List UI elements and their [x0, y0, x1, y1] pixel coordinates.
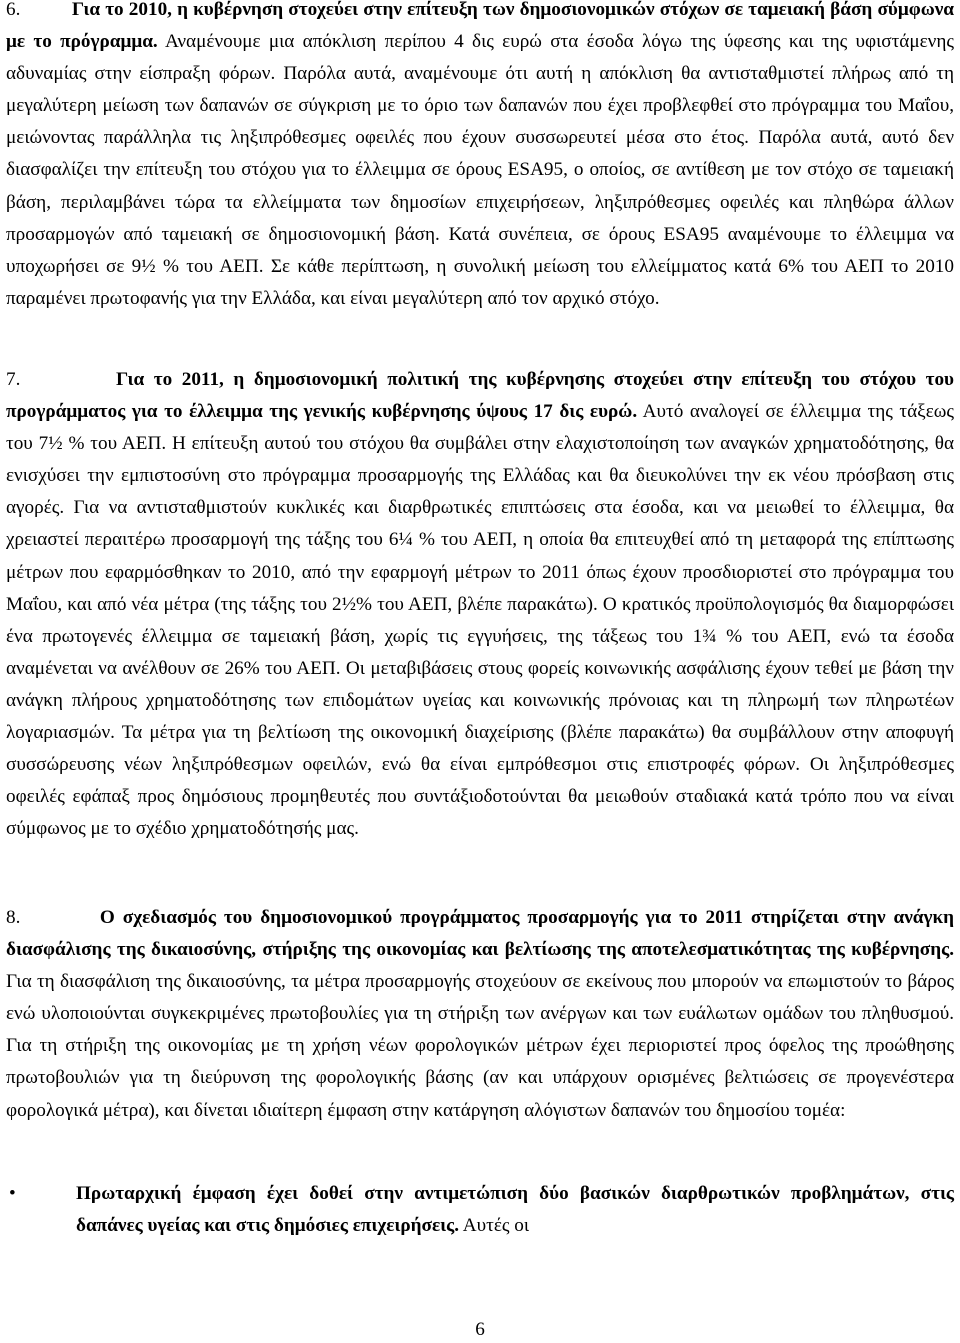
paragraph-number: 6.: [6, 0, 21, 20]
page-number: 6: [475, 1319, 485, 1340]
bullet-body: Αυτές οι: [459, 1215, 530, 1237]
bullet-bold-lead: Πρωταρχική έμφαση έχει δοθεί στην αντιμετώπιση δύο βασικών διαρθρωτικών προβλημάτων, στις δαπάνες υγείας και στις δημόσιες επιχειρήσεις.: [76, 1183, 954, 1237]
paragraph-8: [6, 902, 954, 1127]
paragraph-body: Αναμένουμε μια απόκλιση περίπου 4 δις ευρώ στα έσοδα λόγω της ύφεσης και της υφιστάμενης αδυναμίας στην είσπραξη φόρων. Παρόλα αυτά, αναμένουμε ότι αυτή η απόκλιση θα αντισταθμιστεί πλήρως από τη μεγαλύτερη μείωση των δαπανών σε σύγκριση με το όριο των δαπανών που έχει προβλεφθεί στο πρόγραμμα του Μαΐου, μειώνοντας παράλληλα τις ληξιπρόθεσμες οφειλές που έχουν συσσωρευτεί μέσα στο έτος. Παρόλα αυτά, αυτό δεν διασφαλίζει την επίτευξη του στόχου για το έλλειμμα σε όρους ESA95, ο οποίος, σε αντίθεση με τον στόχο σε ταμειακή βάση, περιλαμβάνει τώρα τα ελλείμματα των δημοσίων επιχειρήσεων, ληξιπρόθεσμες οφειλές και πληθώρα άλλων προσαρμογών από ταμειακή σε δημοσιονομική βάση. Κατά συνέπεια, σε όρους ESA95 αναμένουμε το έλλειμμα να υποχωρήσει σε 9½ % του ΑΕΠ. Σε κάθε περίπτωση, η συνολική μείωση του ελλείμματος κατά 6% του ΑΕΠ το 2010 παραμένει πρωτοφανής για την Ελλάδα, και είναι μεγαλύτερη από τον αρχικό στόχο.: [6, 31, 954, 309]
paragraph-number: 8.: [6, 907, 21, 928]
bullet-item: [6, 1178, 954, 1242]
paragraph-bold-lead: Για το 2010, η κυβέρνηση στοχεύει στην επίτευξη των δημοσιονομικών στόχων σε ταμειακή βάση σύμφωνα με το πρόγραμμα.: [6, 0, 955, 53]
paragraph-bold-lead: Για το 2011, η δημοσιονομική πολιτική της κυβέρνησης στοχεύει στην επίτευξη του στόχου του προγράμματος για το έλλειμμα της γενικής κυβέρνησης ύψους 17 δις ευρώ.: [6, 369, 954, 423]
bullet-text: [76, 1178, 954, 1242]
paragraph-6: [6, 0, 954, 315]
paragraph-number: 7.: [6, 369, 21, 390]
paragraph-body: Για τη διασφάλιση της δικαιοσύνης, τα μέτρα προσαρμογής στοχεύουν σε εκείνους που μπορούν να επωμιστούν το βάρος ενώ υλοποιούνται συγκεκριμένες πρωτοβουλίες για τη στήριξη των ανέργων και των ευάλωτων ομάδων του πληθυσμού. Για τη στήριξη της οικονομίας με τη χρήση νέων φορολογικών μέτρων έχει περιοριστεί προς όφελος της προώθησης πρωτοβουλιών για τη διεύρυνση της φορολογικής βάσης (αν και υπάρχουν ορισμένες βελτιώσεις σε προγενέστερα φορολογικά μέτρα), και δίνεται ιδιαίτερη έμφαση στην κατάργηση αλόγιστων δαπανών του δημοσίου τομέα:: [6, 971, 954, 1121]
paragraph-body: Αυτό αναλογεί σε έλλειμμα της τάξεως του 7½ % του ΑΕΠ. Η επίτευξη αυτού του στόχου θα συμβάλει στην ελαχιστοποίηση των αναγκών χρηματοδότησης, θα ενισχύσει την εμπιστοσύνη στο πρόγραμμα προσαρμογής της Ελλάδας και θα διευκολύνει την εκ νέου πρόσβαση στις αγορές. Για να αντισταθμιστούν κυκλικές και διαρθρωτικές επιπτώσεις στα έσοδα, και να μειωθεί το έλλειμμα, θα χρειαστεί περαιτέρω προσαρμογή της τάξης του 6¼ % του ΑΕΠ, η οποία θα επιτευχθεί από τη μεταφορά της επίπτωσης μέτρων που εφαρμόσθηκαν το 2010, από την εφαρμογή μέτρων το 2011 όπως έχουν προσδιοριστεί στο πρόγραμμα του Μαΐου, και από νέα μέτρα (της τάξης του 2½% του ΑΕΠ, βλέπε παρακάτω). Ο κρατικός προϋπολογισμός θα διαμορφώσει ένα πρωτογενές έλλειμμα σε ταμειακή βάση, χωρίς τις εγγυήσεις, της τάξεως του 1¾ % του ΑΕΠ, ενώ τα έσοδα αναμένεται να ανέλθουν σε 26% του ΑΕΠ. Οι μεταβιβάσεις στους φορείς κοινωνικής ασφάλισης έχουν τεθεί με βάση την ανάγκη πλήρους χρηματοδότησης των επιδομάτων υγείας και κοινωνικής πρόνοιας και τη πληρωμή των πληρωτέων λογαριασμών. Τα μέτρα για τη βελτίωση της οικονομική διαχείρισης (βλέπε παρακάτω) θα συμβάλλουν στην αποφυγή συσσώρευσης νέων ληξιπρόθεσμων οφειλών, ενώ θα είναι εμπρόθεσμοι στις επιστροφές φόρων. Οι ληξιπρόθεσμες οφειλές εφάπαξ προς δημόσιους προμηθευτές που συντάξιοδοτούνται θα μειωθούν σταδιακά κατά τρόπο που να είναι σύμφωνος με το σχέδιο χρηματοδότησής μας.: [6, 401, 954, 840]
paragraph-7: [6, 364, 954, 845]
bullet-symbol: •: [9, 1183, 16, 1204]
paragraph-bold-lead: Ο σχεδιασμός του δημοσιονομικού προγράμματος προσαρμογής για το 2011 στηρίζεται στην ανάγκη διασφάλισης της δικαιοσύνης, στήριξης της οικονομίας και βελτίωσης της αποτελεσματικότητας της κυβέρνησης.: [6, 907, 955, 961]
